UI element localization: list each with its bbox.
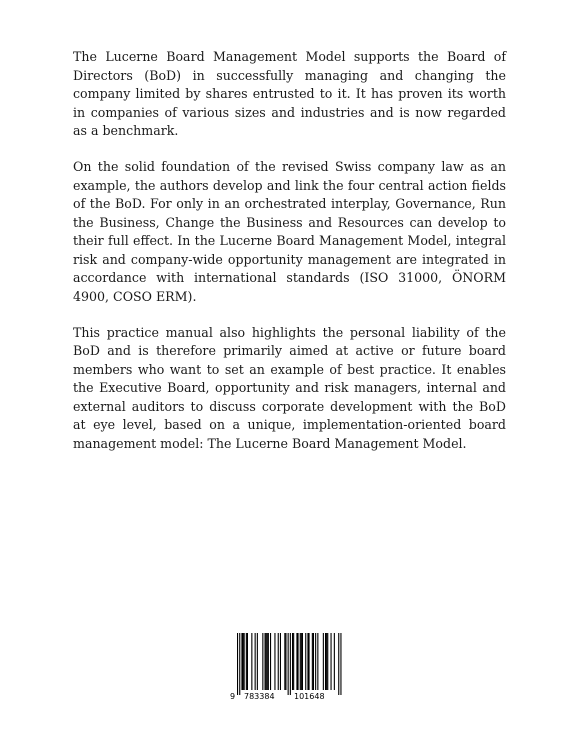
blurb-paragraph-1: The Lucerne Board Management Model supports the Board of Directors (BoD) in successfully managing and changing the company limited by shares entrusted to it. It has proven its worth in companies of various sizes and industries and is now regarded as a benchmark. [73,49,506,138]
barcode-bar [305,633,306,690]
barcode-bar [302,633,303,690]
barcode-bar [323,633,324,690]
barcode-bar [237,633,238,695]
barcode-bar [285,633,286,690]
barcode-bar [340,633,341,695]
barcode-right-group: 101648 [294,692,325,701]
barcode-bar [247,633,248,690]
blurb-text [73,48,506,471]
barcode-bar [331,633,332,690]
barcode-bar [338,633,339,695]
barcode-bar [315,633,316,690]
barcode-bar [243,633,244,690]
blurb-paragraph-3: This practice manual also highlights the personal liability of the BoD and is therefore primarily aimed at active or future board members who want to set an example of best practice. It enables the Executive Board, opportunity and risk managers, internal and external auditors to discuss corporate development with the BoD at eye level, based on a unique, implementation-oriented board management model: The Lucerne Board Management Model. [73,324,506,451]
barcode-bars [228,633,348,695]
barcode-bar [244,633,245,690]
barcode-bar [266,633,267,690]
barcode-bar [246,633,247,690]
barcode-bar [280,633,281,690]
barcode-bar [239,633,240,695]
barcode-bar [290,633,291,695]
barcode-left-group: 783384 [244,692,275,701]
barcode-bar [255,633,256,690]
barcode-bar [317,633,318,690]
barcode-bar [270,633,271,690]
barcode-bar [268,633,269,690]
barcode-bar [307,633,308,690]
blurb-paragraph-2: On the solid foundation of the revised Swiss company law as an example, the authors develop and link the four central action fields of the BoD. For only in an orchestrated interplay, Governance, Run the Business, Change the Business and Resources can develop to their full effect. In the Lucerne Board Management Model, integral risk and company-wide opportunity management are integrated in accordance with international standards (ISO 31000, ÖNORM 4900, COSO ERM). [73,159,506,304]
barcode-bar [327,633,328,690]
barcode-bar [326,633,327,690]
barcode-bar [284,633,285,690]
barcode-bar [288,633,289,695]
barcode-digits [228,691,348,703]
barcode-bar [251,633,252,690]
barcode-bar [296,633,297,690]
barcode-bar [267,633,268,690]
barcode-bar [298,633,299,690]
barcode-bar [301,633,302,690]
barcode-bar [300,633,301,690]
barcode-bar [274,633,275,690]
barcode-bar [334,633,335,690]
barcode-bar [262,633,263,690]
barcode-bar [309,633,310,690]
barcode-lead-digit: 9 [230,692,236,701]
isbn-barcode [228,633,348,705]
barcode-bar [257,633,258,690]
barcode-bar [278,633,279,690]
barcode-bar [313,633,314,690]
barcode-bar [265,633,266,690]
barcode-bar [293,633,294,690]
barcode-bar [241,633,242,690]
barcode-bar [292,633,293,690]
barcode-bar [325,633,326,690]
barcode-bar [312,633,313,690]
